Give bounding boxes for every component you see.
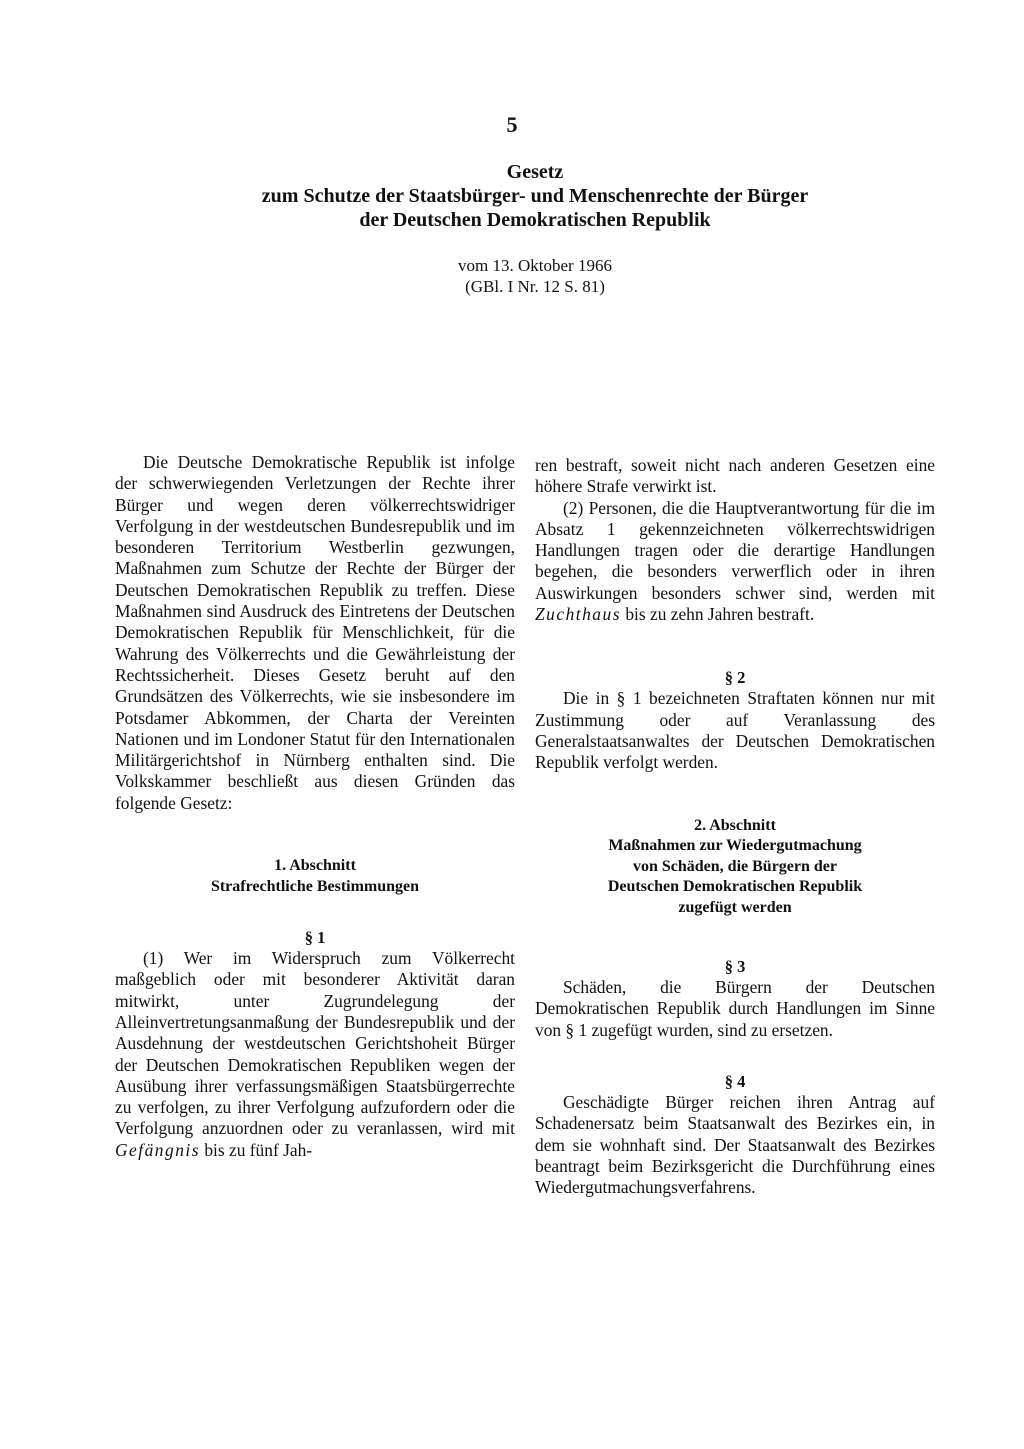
- paragraph-3-heading: § 3: [724, 957, 746, 977]
- title-line-1: Gesetz: [506, 161, 564, 183]
- section-2-line-3: Deutschen Demokratischen Republik: [607, 878, 863, 896]
- section-2-line-2: von Schäden, die Bürgern der: [632, 857, 837, 875]
- preamble: Die Deutsche Demokratische Republik ist infolge der schwerwiegenden Verletzungen der Rechte ihrer Bürger und wegen deren völkerrechtswidriger Verfolgung in der westdeutschen Bundesrepublik und im besonderen Territorium Westberlin gezwungen, Maßnahmen zum Schutze der Rechte der Bürger der Deutschen Demokratischen Republik zu treffen. Diese Maßnahmen sind Ausdruck des Eintretens der Deutschen Demokratischen Republik für Menschlichkeit, für die Wahrung des Völkerrechts und die Gewährleistung der Rechtssicherheit. Dieses Gesetz beruht auf den Grundsätzen des Völkerrechts, wie sie insbesondere im Potsdamer Abkommen, der Charta der Vereinten Nationen und im Londoner Statut für den Internationalen Militärgerichtshof in Nürnberg enthalten sind. Die Volkskammer beschließt aus diesen Gründen das folgende Gesetz:: [115, 452, 515, 813]
- title-line-2: zum Schutze der Staatsbürger- und Menschenrechte der Bürger: [261, 185, 809, 207]
- paragraph-2-text: Die in § 1 bezeichneten Straftaten können nur mit Zustimmung oder auf Veranlassung des Generalstaatsanwaltes der Deutschen Demokratischen Republik verfolgt werden.: [535, 688, 935, 773]
- paragraph-4-heading: § 4: [724, 1071, 746, 1091]
- paragraph-1-absatz-2-tail: bis zu zehn Jahren bestraft.: [625, 604, 815, 625]
- section-1-subheading: Strafrechtliche Bestimmungen: [210, 877, 420, 895]
- paragraph-1-continued: ren bestraft, soweit nicht nach anderen Gesetzen eine höhere Strafe verwirkt ist.: [535, 455, 935, 497]
- paragraph-1-heading: § 1: [304, 928, 326, 948]
- paragraph-1-absatz-2: [535, 498, 935, 626]
- section-1-heading: 1. Abschnitt: [274, 857, 356, 875]
- law-title: [150, 160, 920, 232]
- page-number: 5: [506, 112, 518, 137]
- paragraph-1-absatz-1: [115, 948, 515, 1161]
- penalty-zuchthaus: Zuchthaus: [535, 604, 621, 625]
- paragraph-1-absatz-1-tail: bis zu fünf Jah-: [204, 1139, 313, 1160]
- section-2-line-4: zugefügt werden: [678, 898, 792, 916]
- paragraph-3-text: Schäden, die Bürgern der Deutschen Demokratischen Republik durch Handlungen im Sinne von § 1 zugefügt wurden, sind zu ersetzen.: [535, 977, 935, 1040]
- section-2-line-1: Maßnahmen zur Wiedergutmachung: [608, 837, 862, 855]
- penalty-gefaengnis: Gefängnis: [115, 1139, 200, 1160]
- date-block: [0, 255, 1024, 297]
- paragraph-2-heading: § 2: [724, 668, 746, 688]
- left-column: [115, 452, 515, 1161]
- source-line: (GBl. I Nr. 12 S. 81): [465, 277, 605, 296]
- title-line-3: der Deutschen Demokratischen Republik: [359, 209, 711, 231]
- paragraph-1-absatz-2-text: (2) Personen, die die Hauptverantwortung für die im Absatz 1 gekennzeichneten völkerrechtswidrigen Handlungen tragen oder die derartige Handlungen begehen, die besonders verwerflich oder in ihren Auswirkungen besonders schwer sind, werden mit: [535, 497, 935, 603]
- date-line: vom 13. Oktober 1966: [458, 256, 612, 275]
- section-2-heading: 2. Abschnitt: [694, 816, 776, 834]
- right-column: [535, 455, 935, 1198]
- paragraph-1-absatz-1-text: (1) Wer im Widerspruch zum Völkerrecht maßgeblich oder mit besonderer Aktivität daran mitwirkt, unter Zugrundelegung der Alleinvertretungsanmaßung der Bundesrepublik und der Ausdehnung der westdeutschen Gerichtshoheit Bürger der Deutschen Demokratischen Republiken wegen der Ausübung ihrer verfassungsmäßigen Staatsbürgerrechte zu verfolgen, zu ihrer Verfolgung aufzufordern oder die Verfolgung anzuordnen oder zu veranlassen, wird mit: [115, 948, 515, 1139]
- paragraph-4-text: Geschädigte Bürger reichen ihren Antrag auf Schadenersatz beim Staatsanwalt des Bezirkes ein, in dem sie wohnhaft sind. Der Staatsanwalt des Bezirkes beantragt beim Bezirksgericht die Durchführung eines Wiedergutmachungsverfahrens.: [535, 1091, 935, 1198]
